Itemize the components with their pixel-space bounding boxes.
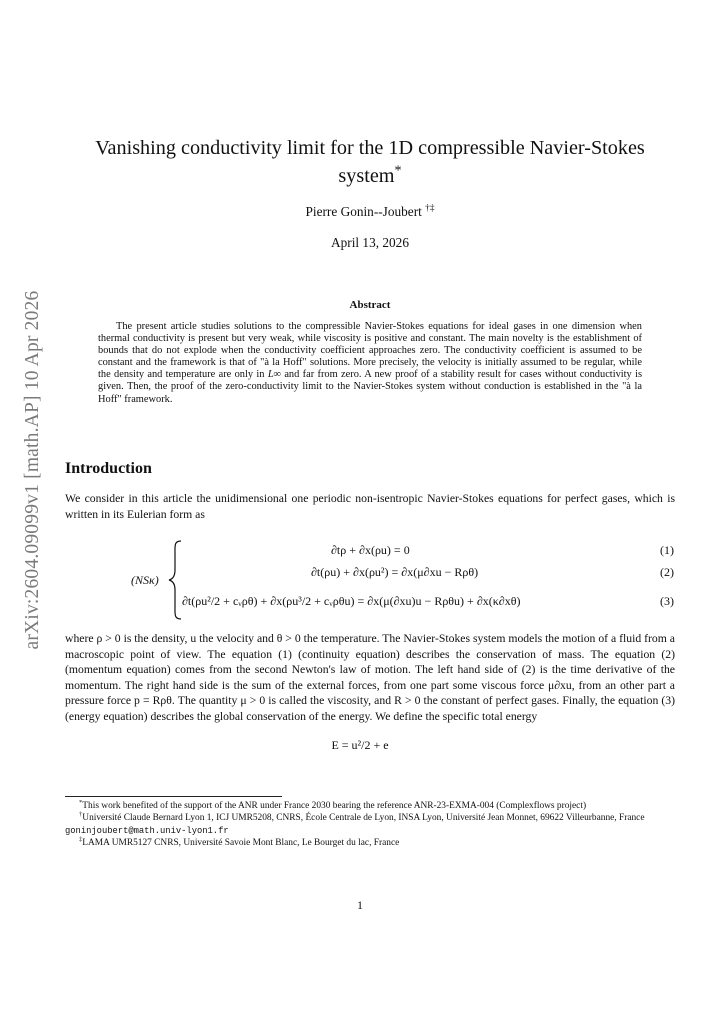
footnote-rule	[65, 796, 282, 797]
abstract-linf: L∞	[267, 369, 281, 381]
footnote-1	[65, 800, 675, 812]
intro-paragraph: We consider in this article the unidimensional one periodic non-isentropic Navier-Stokes equations for perfect gases, which is written in its Eulerian form as	[65, 492, 675, 521]
equation-number-2: (2)	[660, 565, 674, 579]
author-email-link[interactable]: goninjoubert@math.univ-lyon1.fr	[65, 825, 229, 836]
equation-number-1: (1)	[660, 543, 674, 557]
author-footnote-marks: †‡	[425, 203, 435, 214]
footnote-1-text: This work benefited of the support of the ANR under France 2030 bearing the reference ANR-23-EXMA-004 (Complexflows project)	[82, 801, 587, 811]
paper-title	[65, 134, 675, 190]
body-paragraph-2: where ρ > 0 is the density, u the velocity and θ > 0 the temperature. The Navier-Stokes system models the motion of a fluid from a macroscopic point of view. The equation (1) (continuity equation) describes the conservation of mass. The equation (2) (momentum equation) comes from the second Newton's law of motion. The left hand side of (2) is the time derivative of the momentum. The right hand side is the sum of the external forces, from one part some viscous force μ∂xu, from an other part a pressure force p = Rρθ. The quantity μ > 0 is called the viscosity, and R > 0 the constant of perfect gases. Finally, the equation (3) (energy equation) describes the global conservation of the energy. We define the specific total energy	[65, 632, 675, 723]
footnote-3-mark: ‡	[79, 835, 83, 843]
footnote-2-mark: †	[79, 811, 83, 819]
footnote-2	[65, 812, 675, 837]
arxiv-side-stamp: arXiv:2604.09099v1 [math.AP] 10 Apr 2026	[22, 290, 43, 650]
system-label: (NSκ)	[131, 573, 159, 587]
title-footnote-mark: *	[394, 162, 402, 179]
equation-number-3: (3)	[660, 594, 674, 608]
footnote-2-text: Université Claude Bernard Lyon 1, ICJ UMR5208, CNRS, École Centrale de Lyon, INSA Lyon, Université Jean Monnet, 69622 Villeurbanne, France	[82, 813, 645, 824]
equation-energy: ∂t(ρu²/2 + cᵥρθ) + ∂x(ρu³/2 + cᵥρθu) = ∂x(μ(∂xu)u − Rρθu) + ∂x(κ∂xθ)	[182, 594, 521, 608]
equation-momentum: ∂t(ρu) + ∂x(ρu²) = ∂x(μ∂xu − Rρθ)	[311, 565, 479, 579]
footnote-1-mark: *	[79, 798, 83, 806]
author-line	[65, 204, 675, 220]
abstract-text-1: The present article studies solutions to the compressible Navier-Stokes equations for ideal gases in one dimension when thermal conductivity is present but very weak, while viscosity is positive and constant. The main novelty is the establishment of bounds that do not explode when the conductivity coefficient approaches zero. The conductivity coefficient is assumed to be constant and the framework is that of "à la Hoff" solutions. More precisely, the velocity is initially assumed to be regular, while the density and temperature are only in	[98, 321, 642, 381]
abstract-text-2: and far from zero. A new proof of a stability result for cases without conductivity is given. Then, the proof of the zero-conductivity limit to the Navier-Stokes system without conduction is established in the "à la Hoff" framework.	[98, 369, 642, 405]
footnote-3-text: LAMA UMR5127 CNRS, Université Savoie Mont Blanc, Le Bourget du lac, France	[82, 837, 400, 848]
author-name: Pierre Gonin--Joubert	[305, 204, 422, 219]
footnotes	[65, 800, 675, 849]
abstract-body	[98, 321, 642, 406]
title-text: Vanishing conductivity limit for the 1D compressible Navier-Stokes system	[95, 137, 645, 187]
footnote-3	[65, 837, 675, 849]
section-heading-introduction: Introduction	[65, 460, 152, 477]
abstract-heading: Abstract	[349, 299, 391, 311]
page-number: 1	[357, 898, 363, 912]
equation-total-energy: E = u²/2 + e	[331, 738, 389, 752]
equation-continuity: ∂tρ + ∂x(ρu) = 0	[331, 543, 410, 557]
paper-date: April 13, 2026	[331, 235, 409, 250]
